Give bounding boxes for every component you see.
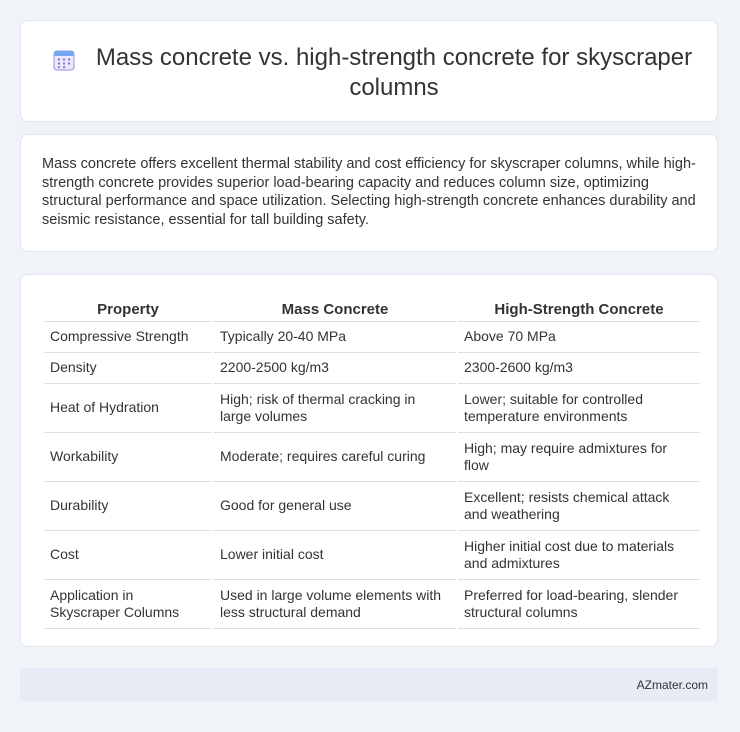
- table-cell: Cost: [44, 531, 212, 580]
- comparison-table: [42, 292, 702, 629]
- table-header-row: [44, 292, 700, 322]
- summary-text: Mass concrete offers excellent thermal stability and cost efficiency for skyscraper columns, while high-strength concrete provides superior load-bearing capacity and reduces column size, optimizing structural performance and space utilization. Selecting high-strength concrete enhances durability and seismic resistance, essential for tall building safety.: [42, 156, 696, 228]
- footer-brand: AZmater.com: [636, 678, 708, 692]
- table-row: [44, 433, 700, 482]
- table-cell: Lower initial cost: [214, 531, 456, 580]
- summary-card: [20, 134, 718, 252]
- column-header-property: Property: [44, 292, 212, 322]
- table-cell: Compressive Strength: [44, 322, 212, 353]
- table-cell: Above 70 MPa: [458, 322, 700, 353]
- table-cell: Lower; suitable for controlled temperature environments: [458, 384, 700, 433]
- table-cell: Application in Skyscraper Columns: [44, 580, 212, 629]
- column-header-high-strength-concrete: High-Strength Concrete: [458, 292, 700, 322]
- table-cell: High; risk of thermal cracking in large volumes: [214, 384, 456, 433]
- table-cell: Higher initial cost due to materials and admixtures: [458, 531, 700, 580]
- table-cell: Typically 20-40 MPa: [214, 322, 456, 353]
- page-title: Mass concrete vs. high-strength concrete for skyscraper columns: [95, 44, 693, 101]
- calendar-icon: [52, 48, 76, 72]
- table-cell: Used in large volume elements with less structural demand: [214, 580, 456, 629]
- table-row: [44, 353, 700, 384]
- table-cell: Heat of Hydration: [44, 384, 212, 433]
- title-card: [20, 20, 718, 122]
- table-cell: High; may require admixtures for flow: [458, 433, 700, 482]
- footer-bar: [20, 668, 718, 701]
- table-row: [44, 322, 700, 353]
- table-cell: Moderate; requires careful curing: [214, 433, 456, 482]
- table-cell: Good for general use: [214, 482, 456, 531]
- column-header-mass-concrete: Mass Concrete: [214, 292, 456, 322]
- table-cell: Excellent; resists chemical attack and weathering: [458, 482, 700, 531]
- table-cell: 2300-2600 kg/m3: [458, 353, 700, 384]
- table-row: [44, 482, 700, 531]
- comparison-table-card: [20, 274, 718, 647]
- table-row: [44, 384, 700, 433]
- table-cell: Preferred for load-bearing, slender structural columns: [458, 580, 700, 629]
- table-cell: Density: [44, 353, 212, 384]
- table-cell: Workability: [44, 433, 212, 482]
- table-cell: Durability: [44, 482, 212, 531]
- table-cell: 2200-2500 kg/m3: [214, 353, 456, 384]
- table-row: [44, 531, 700, 580]
- table-row: [44, 580, 700, 629]
